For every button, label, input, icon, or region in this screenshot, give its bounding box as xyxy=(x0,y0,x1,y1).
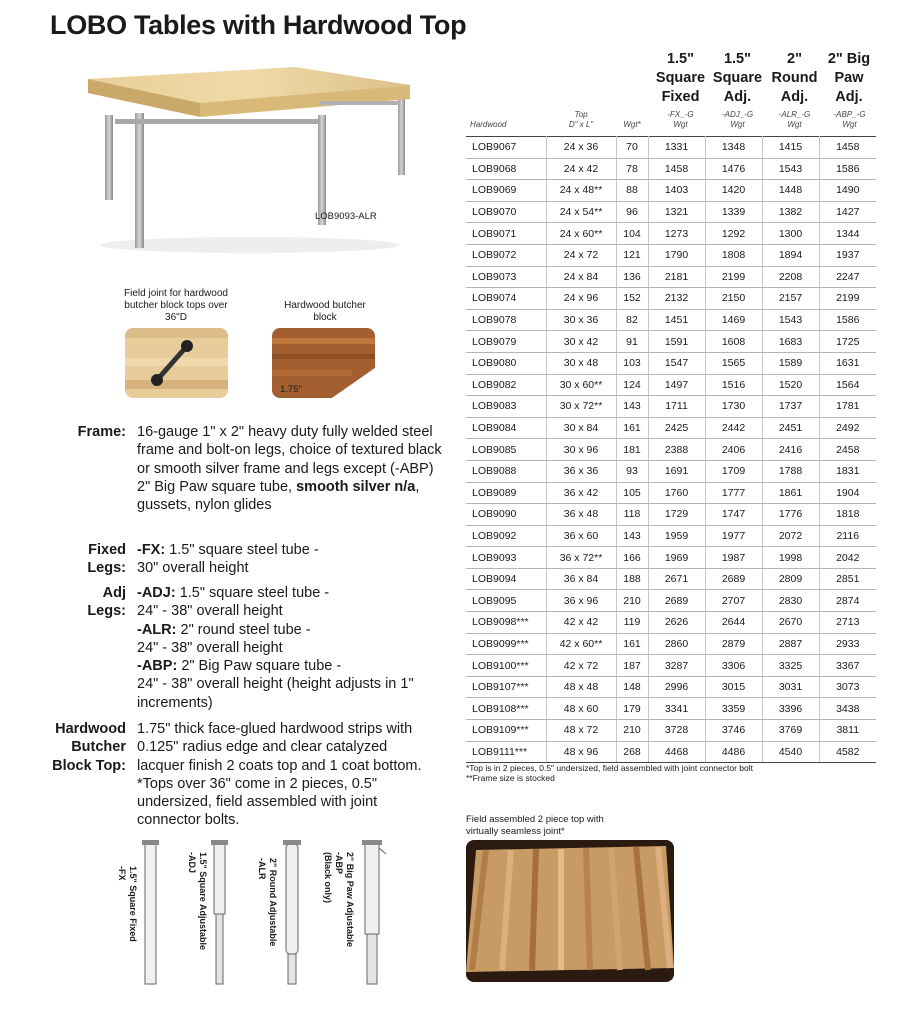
table-cell: 3367 xyxy=(819,655,876,677)
table-cell: 70 xyxy=(616,137,648,159)
frame-label: Frame: xyxy=(77,424,126,440)
table-cell: 1894 xyxy=(762,244,819,266)
table-cell: 1777 xyxy=(705,482,762,504)
table-cell: LOB9068 xyxy=(466,158,546,180)
table-cell: LOB9080 xyxy=(466,352,546,374)
table-cell: 1331 xyxy=(648,137,705,159)
table-row xyxy=(466,417,876,439)
table-row xyxy=(466,568,876,590)
table-cell: LOB9083 xyxy=(466,396,546,418)
table-cell: 2425 xyxy=(648,417,705,439)
table-cell: 82 xyxy=(616,309,648,331)
table-row xyxy=(466,741,876,763)
table-cell: 2208 xyxy=(762,266,819,288)
table-cell: LOB9100*** xyxy=(466,655,546,677)
table-row xyxy=(466,590,876,612)
table-cell: 48 x 60 xyxy=(546,698,616,720)
table-row xyxy=(466,201,876,223)
table-row xyxy=(466,612,876,634)
table-cell: 1737 xyxy=(762,396,819,418)
table-cell: LOB9067 xyxy=(466,137,546,159)
table-cell: 124 xyxy=(616,374,648,396)
table-cell: 1977 xyxy=(705,525,762,547)
table-cell: 3031 xyxy=(762,676,819,698)
table-cell: 2199 xyxy=(819,288,876,310)
table-cell: 2442 xyxy=(705,417,762,439)
table-cell: LOB9069 xyxy=(466,180,546,202)
table-cell: 1937 xyxy=(819,244,876,266)
table-cell: LOB9070 xyxy=(466,201,546,223)
table-row xyxy=(466,331,876,353)
table-cell: 4468 xyxy=(648,741,705,763)
table-cell: 2830 xyxy=(762,590,819,612)
table-cell: 1711 xyxy=(648,396,705,418)
table-cell: 2388 xyxy=(648,439,705,461)
table-cell: 3341 xyxy=(648,698,705,720)
table-row xyxy=(466,266,876,288)
table-illustration xyxy=(80,55,410,255)
table-cell: 4540 xyxy=(762,741,819,763)
table-cell: 2707 xyxy=(705,590,762,612)
table-cell: 1543 xyxy=(762,158,819,180)
table-cell: 2247 xyxy=(819,266,876,288)
table-cell: 1564 xyxy=(819,374,876,396)
table-cell: LOB9071 xyxy=(466,223,546,245)
table-cell: 1987 xyxy=(705,547,762,569)
table-cell: 1427 xyxy=(819,201,876,223)
table-cell: LOB9108*** xyxy=(466,698,546,720)
hero-caption: LOB9093-ALR xyxy=(315,211,377,222)
table-cell: 1776 xyxy=(762,504,819,526)
leg-label-adj: 1.5" Square Adjustable -ADJ xyxy=(187,852,208,950)
table-cell: 2671 xyxy=(648,568,705,590)
table-cell: 2116 xyxy=(819,525,876,547)
table-cell: 2451 xyxy=(762,417,819,439)
assembled-top-photo xyxy=(466,840,674,982)
table-row xyxy=(466,547,876,569)
col-head-fx: 1.5" Square Fixed xyxy=(655,51,706,105)
table-row xyxy=(466,137,876,159)
table-cell: 210 xyxy=(616,720,648,742)
table-cell: 24 x 48** xyxy=(546,180,616,202)
table-cell: LOB9109*** xyxy=(466,720,546,742)
field-joint-photo xyxy=(125,328,228,398)
table-cell: 1469 xyxy=(705,309,762,331)
table-cell: 2713 xyxy=(819,612,876,634)
table-row xyxy=(466,288,876,310)
table-cell: 24 x 42 xyxy=(546,158,616,180)
table-cell: 91 xyxy=(616,331,648,353)
table-cell: LOB9078 xyxy=(466,309,546,331)
fixed-legs-label: Fixed Legs: xyxy=(87,542,126,577)
table-row xyxy=(466,698,876,720)
table-cell: 30 x 48 xyxy=(546,352,616,374)
table-cell: LOB9074 xyxy=(466,288,546,310)
table-cell: 30 x 96 xyxy=(546,439,616,461)
col-sub-abp: -ABP_-G Wgt xyxy=(833,110,866,129)
table-row xyxy=(466,396,876,418)
table-cell: 2996 xyxy=(648,676,705,698)
table-cell: 1861 xyxy=(762,482,819,504)
block-dim: 1.75" xyxy=(280,384,302,395)
table-cell: 2670 xyxy=(762,612,819,634)
table-cell: 30 x 42 xyxy=(546,331,616,353)
table-cell: 2042 xyxy=(819,547,876,569)
table-cell: 1458 xyxy=(819,137,876,159)
leg-label-fx: 1.5" Square Fixed -FX xyxy=(117,866,138,942)
table-cell: 1586 xyxy=(819,158,876,180)
fixed-legs-text: -FX: 1.5" square steel tube - 30" overall height xyxy=(137,542,319,577)
table-cell: 2874 xyxy=(819,590,876,612)
table-cell: 1348 xyxy=(705,137,762,159)
table-cell: 3769 xyxy=(762,720,819,742)
col-sub-alr: -ALR_-G Wgt xyxy=(778,110,811,129)
table-cell: LOB9092 xyxy=(466,525,546,547)
table-cell: 48 x 72 xyxy=(546,720,616,742)
table-cell: 187 xyxy=(616,655,648,677)
leg-label-abp: 2" Big Paw Adjustable -ABP (Black only) xyxy=(323,852,355,947)
table-cell: 36 x 48 xyxy=(546,504,616,526)
footnote-2: **Frame size is stocked xyxy=(466,773,555,783)
page-title: LOBO Tables with Hardwood Top xyxy=(50,10,467,40)
table-cell: 1904 xyxy=(819,482,876,504)
table-cell: 1691 xyxy=(648,460,705,482)
table-cell: 2458 xyxy=(819,439,876,461)
table-cell: 152 xyxy=(616,288,648,310)
table-cell: 1730 xyxy=(705,396,762,418)
table-cell: 1292 xyxy=(705,223,762,245)
table-cell: 1747 xyxy=(705,504,762,526)
table-row xyxy=(466,525,876,547)
table-cell: 1415 xyxy=(762,137,819,159)
table-cell: 24 x 54** xyxy=(546,201,616,223)
table-cell: 2851 xyxy=(819,568,876,590)
table-cell: LOB9085 xyxy=(466,439,546,461)
table-cell: 1490 xyxy=(819,180,876,202)
table-cell: LOB9093 xyxy=(466,547,546,569)
table-cell: 2199 xyxy=(705,266,762,288)
table-cell: 105 xyxy=(616,482,648,504)
table-cell: 96 xyxy=(616,201,648,223)
table-cell: 1516 xyxy=(705,374,762,396)
table-cell: 2157 xyxy=(762,288,819,310)
table-cell: 3359 xyxy=(705,698,762,720)
table-cell: 3015 xyxy=(705,676,762,698)
table-cell: 166 xyxy=(616,547,648,569)
table-cell: 2626 xyxy=(648,612,705,634)
table-cell: 24 x 96 xyxy=(546,288,616,310)
table-cell: 210 xyxy=(616,590,648,612)
col-sub-fx: -FX_-G Wgt xyxy=(667,110,694,129)
adj-legs-label: Adj Legs: xyxy=(87,585,126,620)
table-cell: 2072 xyxy=(762,525,819,547)
table-cell: 104 xyxy=(616,223,648,245)
table-cell: LOB9098*** xyxy=(466,612,546,634)
table-cell: 161 xyxy=(616,417,648,439)
table-cell: 1969 xyxy=(648,547,705,569)
table-row xyxy=(466,180,876,202)
footnote-1: *Top is in 2 pieces, 0.5" undersized, field assembled with joint connector bolt xyxy=(466,763,753,773)
table-cell: 1339 xyxy=(705,201,762,223)
table-cell: LOB9090 xyxy=(466,504,546,526)
col-head-wgt: Wgt* xyxy=(623,120,641,129)
table-cell: LOB9088 xyxy=(466,460,546,482)
table-cell: 2689 xyxy=(705,568,762,590)
col-head-abp: 2" Big Paw Adj. xyxy=(827,51,871,105)
table-cell: 3287 xyxy=(648,655,705,677)
table-cell: 42 x 60** xyxy=(546,633,616,655)
table-cell: 2809 xyxy=(762,568,819,590)
table-cell: 88 xyxy=(616,180,648,202)
table-cell: 42 x 72 xyxy=(546,655,616,677)
table-cell: 30 x 36 xyxy=(546,309,616,331)
table-cell: 1760 xyxy=(648,482,705,504)
table-cell: 1497 xyxy=(648,374,705,396)
photo-caption: Field assembled 2 piece top with virtually seamless joint* xyxy=(466,814,604,837)
frame-text: 16-gauge 1" x 2" heavy duty fully welded steel frame and bolt-on legs, choice of textured black or smooth silver frame and legs except (-ABP) 2" Big Paw square tube, smooth silver n/a, gussets, nylon glides xyxy=(137,424,442,514)
table-cell: 1808 xyxy=(705,244,762,266)
table-row xyxy=(466,676,876,698)
table-cell: 1729 xyxy=(648,504,705,526)
table-cell: 1608 xyxy=(705,331,762,353)
weights-table xyxy=(466,136,876,763)
table-cell: 2406 xyxy=(705,439,762,461)
table-cell: 1448 xyxy=(762,180,819,202)
table-cell: 36 x 36 xyxy=(546,460,616,482)
table-cell: 2181 xyxy=(648,266,705,288)
table-cell: 143 xyxy=(616,525,648,547)
table-row xyxy=(466,352,876,374)
hardwood-top-text: 1.75" thick face-glued hardwood strips with 0.125" radius edge and clear catalyzed lacquer finish 2 coats top and 1 coat bottom. *Tops over 36" come in 2 pieces, 0.5" undersized, field assembled with joint connector bolts. xyxy=(137,721,422,829)
table-cell: 3438 xyxy=(819,698,876,720)
table-cell: 30 x 84 xyxy=(546,417,616,439)
table-cell: LOB9082 xyxy=(466,374,546,396)
table-cell: 3396 xyxy=(762,698,819,720)
table-cell: 3728 xyxy=(648,720,705,742)
table-cell: 1458 xyxy=(648,158,705,180)
table-cell: 1586 xyxy=(819,309,876,331)
table-cell: 24 x 84 xyxy=(546,266,616,288)
table-cell: 2860 xyxy=(648,633,705,655)
table-cell: 36 x 96 xyxy=(546,590,616,612)
table-cell: 30 x 72** xyxy=(546,396,616,418)
table-cell: 161 xyxy=(616,633,648,655)
table-cell: LOB9099*** xyxy=(466,633,546,655)
table-cell: 136 xyxy=(616,266,648,288)
table-cell: 1709 xyxy=(705,460,762,482)
table-cell: 48 x 48 xyxy=(546,676,616,698)
hardwood-top-label: Hardwood Butcher Block Top: xyxy=(52,721,126,774)
table-cell: 119 xyxy=(616,612,648,634)
table-cell: 103 xyxy=(616,352,648,374)
table-cell: 1300 xyxy=(762,223,819,245)
table-cell: LOB9084 xyxy=(466,417,546,439)
table-cell: 1818 xyxy=(819,504,876,526)
table-row xyxy=(466,439,876,461)
table-cell: 1998 xyxy=(762,547,819,569)
table-cell: 2644 xyxy=(705,612,762,634)
table-cell: 24 x 60** xyxy=(546,223,616,245)
table-cell: 36 x 42 xyxy=(546,482,616,504)
table-cell: 1344 xyxy=(819,223,876,245)
table-cell: LOB9111*** xyxy=(466,741,546,763)
table-cell: LOB9072 xyxy=(466,244,546,266)
table-cell: 2132 xyxy=(648,288,705,310)
table-cell: LOB9079 xyxy=(466,331,546,353)
table-cell: 1476 xyxy=(705,158,762,180)
table-cell: 1420 xyxy=(705,180,762,202)
table-cell: 2879 xyxy=(705,633,762,655)
table-cell: 148 xyxy=(616,676,648,698)
table-cell: 1589 xyxy=(762,352,819,374)
block-label: Hardwood butcher block xyxy=(284,300,366,323)
table-cell: 2887 xyxy=(762,633,819,655)
table-row xyxy=(466,309,876,331)
joint-label: Field joint for hardwood butcher block tops over 36"D xyxy=(124,288,228,323)
table-cell: LOB9089 xyxy=(466,482,546,504)
table-cell: LOB9095 xyxy=(466,590,546,612)
table-cell: 36 x 72** xyxy=(546,547,616,569)
table-cell: LOB9094 xyxy=(466,568,546,590)
table-cell: LOB9107*** xyxy=(466,676,546,698)
table-cell: 42 x 42 xyxy=(546,612,616,634)
table-cell: 2416 xyxy=(762,439,819,461)
table-row xyxy=(466,504,876,526)
table-row xyxy=(466,482,876,504)
table-cell: 1451 xyxy=(648,309,705,331)
col-head-adj: 1.5" Square Adj. xyxy=(712,51,763,105)
table-cell: 1321 xyxy=(648,201,705,223)
table-cell: 4486 xyxy=(705,741,762,763)
table-cell: 1683 xyxy=(762,331,819,353)
table-row xyxy=(466,223,876,245)
table-cell: 1781 xyxy=(819,396,876,418)
table-cell: 181 xyxy=(616,439,648,461)
table-cell: 24 x 36 xyxy=(546,137,616,159)
table-cell: 2933 xyxy=(819,633,876,655)
table-row xyxy=(466,720,876,742)
table-cell: 3073 xyxy=(819,676,876,698)
table-cell: 143 xyxy=(616,396,648,418)
table-cell: 1959 xyxy=(648,525,705,547)
table-row xyxy=(466,460,876,482)
table-cell: 2689 xyxy=(648,590,705,612)
table-row xyxy=(466,158,876,180)
table-cell: LOB9073 xyxy=(466,266,546,288)
table-cell: 1788 xyxy=(762,460,819,482)
table-cell: 1565 xyxy=(705,352,762,374)
table-row xyxy=(466,655,876,677)
table-cell: 36 x 60 xyxy=(546,525,616,547)
table-cell: 48 x 96 xyxy=(546,741,616,763)
col-head-top: Top D" x L" xyxy=(568,110,594,129)
table-cell: 121 xyxy=(616,244,648,266)
table-row xyxy=(466,374,876,396)
table-cell: 1547 xyxy=(648,352,705,374)
table-cell: 1631 xyxy=(819,352,876,374)
table-cell: 4582 xyxy=(819,741,876,763)
table-row xyxy=(466,633,876,655)
table-cell: 1591 xyxy=(648,331,705,353)
table-cell: 36 x 84 xyxy=(546,568,616,590)
table-cell: 3306 xyxy=(705,655,762,677)
col-head-hardwood: Hardwood xyxy=(470,120,507,129)
table-cell: 2492 xyxy=(819,417,876,439)
table-cell: 268 xyxy=(616,741,648,763)
table-cell: 24 x 72 xyxy=(546,244,616,266)
table-cell: 3746 xyxy=(705,720,762,742)
table-cell: 78 xyxy=(616,158,648,180)
leg-label-alr: 2" Round Adjustable -ALR xyxy=(257,858,278,947)
col-head-alr: 2" Round Adj. xyxy=(771,51,818,105)
table-cell: 2150 xyxy=(705,288,762,310)
table-cell: 1790 xyxy=(648,244,705,266)
table-cell: 1520 xyxy=(762,374,819,396)
col-sub-adj: -ADJ_-G Wgt xyxy=(721,110,754,129)
table-cell: 118 xyxy=(616,504,648,526)
table-cell: 3325 xyxy=(762,655,819,677)
table-cell: 188 xyxy=(616,568,648,590)
table-cell: 1382 xyxy=(762,201,819,223)
table-cell: 93 xyxy=(616,460,648,482)
table-cell: 1273 xyxy=(648,223,705,245)
table-row xyxy=(466,244,876,266)
table-cell: 179 xyxy=(616,698,648,720)
table-cell: 3811 xyxy=(819,720,876,742)
table-cell: 30 x 60** xyxy=(546,374,616,396)
table-cell: 1543 xyxy=(762,309,819,331)
table-cell: 1403 xyxy=(648,180,705,202)
table-cell: 1725 xyxy=(819,331,876,353)
adj-legs-text: -ADJ: 1.5" square steel tube - 24" - 38" overall height -ALR: 2" round steel tube - 24" - 38" overall height -ABP: 2" Big Paw square tube - 24" - 38" overall height (height adjusts in 1" increments) xyxy=(137,585,414,711)
table-cell: 1831 xyxy=(819,460,876,482)
